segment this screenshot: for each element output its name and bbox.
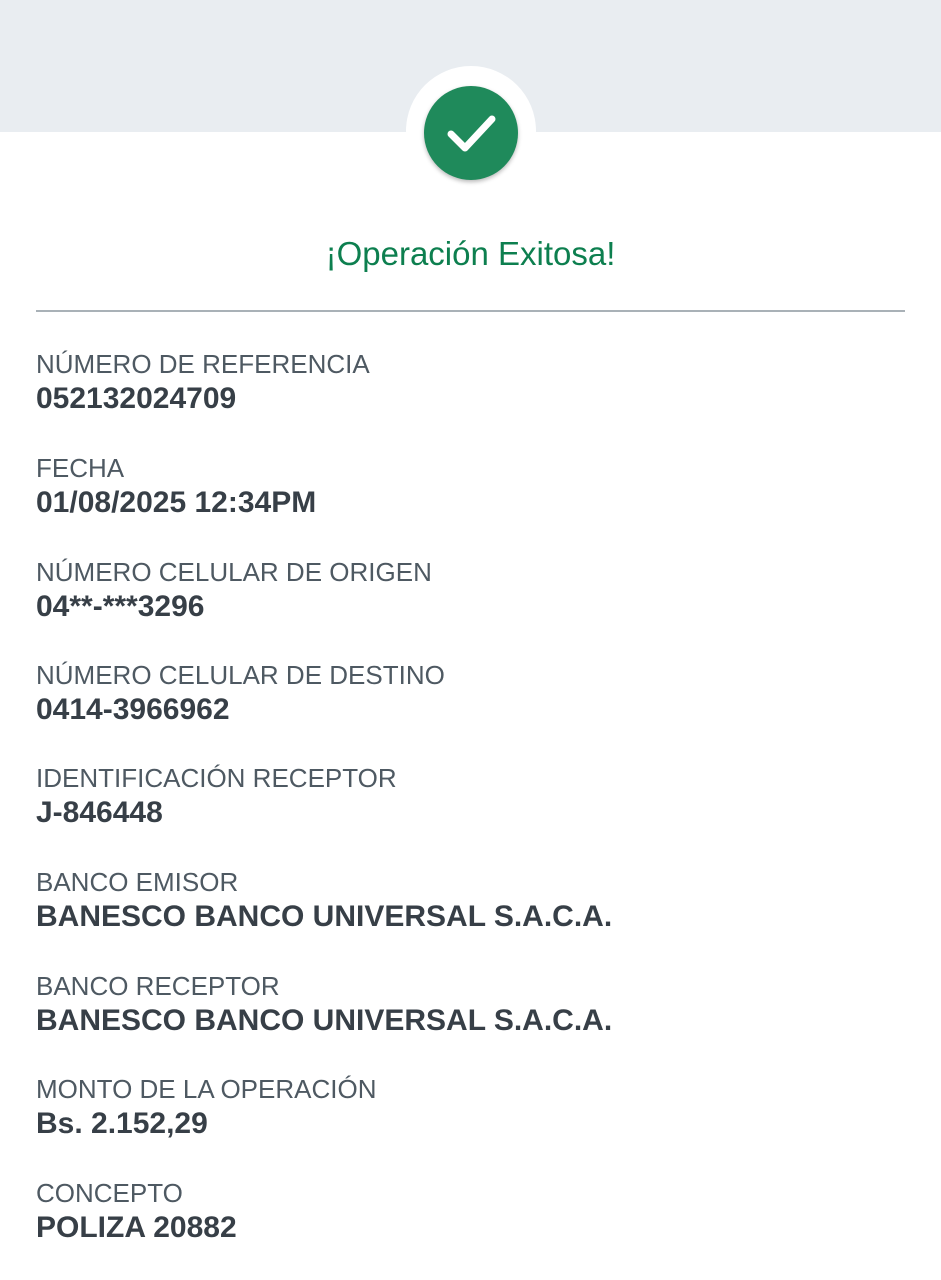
field-destination-phone bbox=[36, 659, 905, 729]
field-value: 0414-3966962 bbox=[36, 693, 230, 726]
field-value: 04**-***3296 bbox=[36, 590, 205, 623]
success-title: ¡Operación Exitosa! bbox=[325, 235, 616, 272]
field-receiving-bank bbox=[36, 970, 905, 1040]
field-receiver-id bbox=[36, 762, 905, 832]
field-label: BANCO RECEPTOR bbox=[36, 971, 280, 1001]
field-concept bbox=[36, 1177, 905, 1247]
field-value: Bs. 2.152,29 bbox=[36, 1107, 208, 1140]
field-label: MONTO DE LA OPERACIÓN bbox=[36, 1074, 377, 1104]
field-label: NÚMERO CELULAR DE DESTINO bbox=[36, 660, 445, 690]
field-label: NÚMERO DE REFERENCIA bbox=[36, 349, 370, 379]
divider bbox=[36, 310, 905, 312]
field-reference-number bbox=[36, 348, 905, 418]
field-value: POLIZA 20882 bbox=[36, 1211, 237, 1244]
checkmark-icon bbox=[424, 86, 518, 180]
field-label: CONCEPTO bbox=[36, 1178, 183, 1208]
field-value: BANESCO BANCO UNIVERSAL S.A.C.A. bbox=[36, 1004, 613, 1037]
field-label: BANCO EMISOR bbox=[36, 867, 239, 897]
field-label: IDENTIFICACIÓN RECEPTOR bbox=[36, 763, 397, 793]
field-date bbox=[36, 452, 905, 522]
field-value: J-846448 bbox=[36, 796, 163, 829]
field-label: FECHA bbox=[36, 453, 125, 483]
field-origin-phone bbox=[36, 556, 905, 626]
field-value: 052132024709 bbox=[36, 382, 237, 415]
field-amount bbox=[36, 1073, 905, 1143]
field-value: 01/08/2025 12:34PM bbox=[36, 486, 317, 519]
check-circle-icon bbox=[424, 86, 518, 180]
field-label: NÚMERO CELULAR DE ORIGEN bbox=[36, 557, 432, 587]
field-issuing-bank bbox=[36, 866, 905, 936]
field-value: BANESCO BANCO UNIVERSAL S.A.C.A. bbox=[36, 900, 613, 933]
